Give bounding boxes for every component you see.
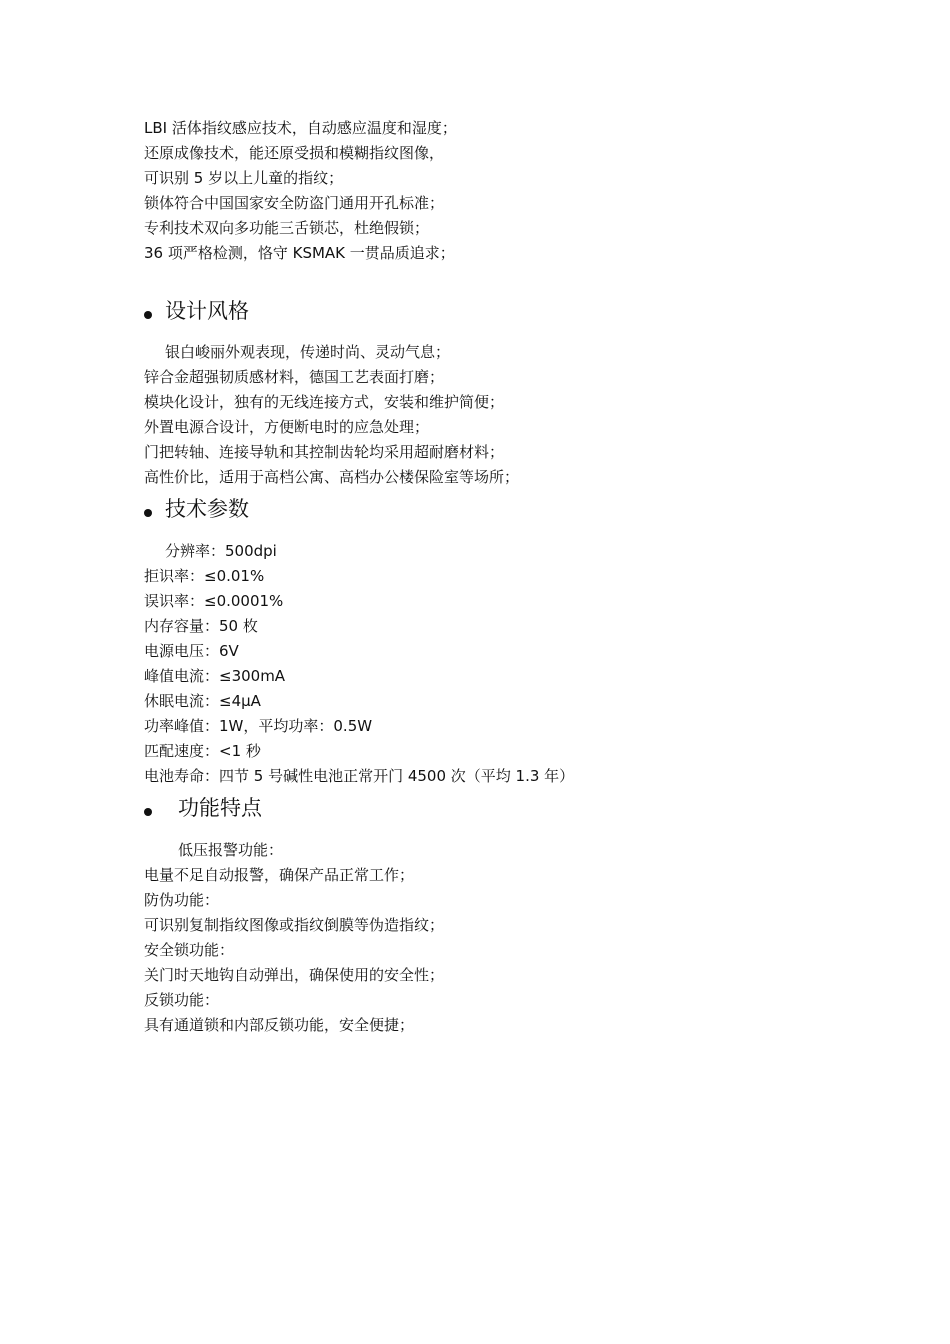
section-heading-design bbox=[144, 295, 249, 325]
section-line: 锌合金超强韧质感材料，德国工艺表面打磨； bbox=[144, 368, 445, 386]
section-title: 技术参数 bbox=[165, 497, 249, 521]
spec-line: 匹配速度：<1 秒 bbox=[144, 742, 261, 760]
spec-line: 电源电压：6V bbox=[144, 642, 239, 660]
intro-line: 可识别 5 岁以上儿童的指纹； bbox=[144, 169, 344, 187]
section-title: 功能特点 bbox=[178, 796, 262, 820]
section-body-features bbox=[144, 838, 864, 1038]
section-body-specs bbox=[144, 539, 864, 789]
intro-line: 还原成像技术，能还原受损和模糊指纹图像， bbox=[144, 144, 445, 162]
intro-line: LBI 活体指纹感应技术，自动感应温度和湿度； bbox=[144, 119, 457, 137]
spec-line: 拒识率：≤0.01% bbox=[144, 567, 265, 585]
spec-line: 功率峰值：1W，平均功率：0.5W bbox=[144, 717, 373, 735]
intro-paragraph bbox=[144, 116, 864, 266]
intro-line: 锁体符合中国国家安全防盗门通用开孔标准； bbox=[144, 194, 445, 212]
section-body-design bbox=[144, 340, 864, 490]
section-line: 外置电源合设计，方便断电时的应急处理； bbox=[144, 418, 430, 436]
section-heading-features bbox=[144, 792, 262, 822]
bullet-icon bbox=[144, 808, 152, 816]
section-title: 设计风格 bbox=[165, 299, 249, 323]
feature-line: 具有通道锁和内部反锁功能，安全便捷； bbox=[144, 1016, 415, 1034]
feature-line: 反锁功能： bbox=[144, 991, 220, 1009]
bullet-icon bbox=[144, 509, 152, 517]
spec-line: 内存容量：50 枚 bbox=[144, 617, 258, 635]
spec-line: 分辨率：500dpi bbox=[165, 542, 277, 560]
spec-line: 电池寿命：四节 5 号碱性电池正常开门 4500 次（平均 1.3 年） bbox=[144, 767, 575, 785]
feature-line: 防伪功能： bbox=[144, 891, 220, 909]
intro-line: 专利技术双向多功能三舌锁芯，杜绝假锁； bbox=[144, 219, 430, 237]
section-heading-specs bbox=[144, 493, 249, 523]
feature-line: 关门时天地钩自动弹出，确保使用的安全性； bbox=[144, 966, 445, 984]
intro-line: 36 项严格检测，恪守 KSMAK 一贯品质追求； bbox=[144, 244, 455, 262]
spec-line: 峰值电流：≤300mA bbox=[144, 667, 286, 685]
feature-line: 可识别复制指纹图像或指纹倒膜等伪造指纹； bbox=[144, 916, 445, 934]
spec-line: 误识率：≤0.0001% bbox=[144, 592, 284, 610]
feature-line: 电量不足自动报警，确保产品正常工作； bbox=[144, 866, 415, 884]
bullet-icon bbox=[144, 311, 152, 319]
section-line: 模块化设计，独有的无线连接方式，安装和维护简便； bbox=[144, 393, 505, 411]
section-line: 银白峻丽外观表现，传递时尚、灵动气息； bbox=[165, 343, 451, 361]
section-line: 高性价比，适用于高档公寓、高档办公楼保险室等场所； bbox=[144, 468, 520, 486]
spec-line: 休眠电流：≤4μA bbox=[144, 692, 261, 710]
feature-line: 安全锁功能： bbox=[144, 941, 235, 959]
section-line: 门把转轴、连接导轨和其控制齿轮均采用超耐磨材料； bbox=[144, 443, 505, 461]
feature-line: 低压报警功能： bbox=[178, 841, 284, 859]
